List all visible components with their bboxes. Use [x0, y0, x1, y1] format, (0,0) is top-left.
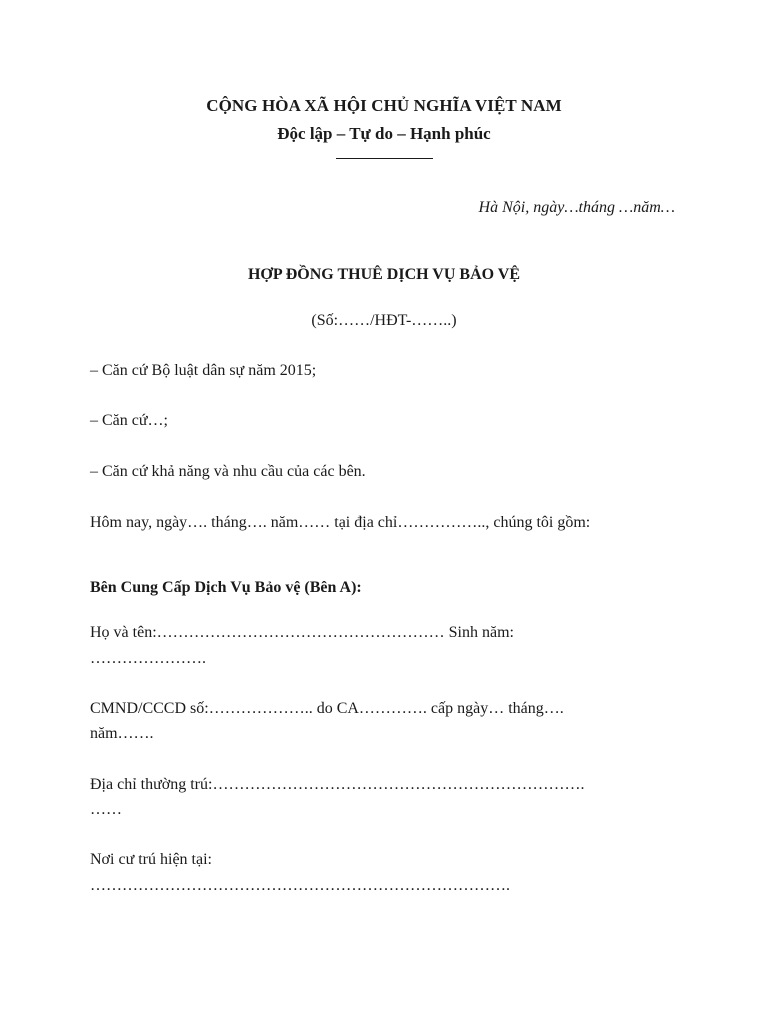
party-a-residence-label: Nơi cư trú hiện tại: — [90, 851, 212, 868]
party-a-address-cont-line: …… — [90, 801, 122, 818]
national-title: CỘNG HÒA XÃ HỘI CHỦ NGHĨA VIỆT NAM — [206, 96, 562, 115]
intro-line: Hôm nay, ngày…. tháng…. năm…… tại địa chỉ…………….., chúng tôi gồm: — [90, 514, 591, 531]
legal-basis-2: – Căn cứ…; — [90, 412, 168, 429]
party-a-birth-year-line: …………………. — [90, 650, 206, 667]
header-divider — [336, 158, 433, 159]
legal-basis-1: – Căn cứ Bộ luật dân sự năm 2015; — [90, 362, 317, 379]
contract-number: (Số:……/HĐT-……..) — [311, 312, 457, 329]
national-motto: Độc lập – Tự do – Hạnh phúc — [277, 124, 491, 143]
party-a-heading: Bên Cung Cấp Dịch Vụ Bảo vệ (Bên A): — [90, 579, 362, 596]
contract-title: HỢP ĐỒNG THUÊ DỊCH VỤ BẢO VỆ — [247, 266, 521, 283]
party-a-address-line: Địa chỉ thường trú:……………………………………………………………. — [90, 776, 585, 793]
party-a-id-line: CMND/CCCD số:……………….. do CA…………. cấp ngày… tháng…. — [90, 700, 564, 717]
party-a-id-year-line: năm……. — [90, 725, 154, 742]
legal-basis-3: – Căn cứ khả năng và nhu cầu của các bên. — [90, 463, 366, 480]
party-a-residence-line: ……………………………………………………………………. — [90, 877, 510, 894]
date-place-line: Hà Nội, ngày…tháng …năm… — [478, 199, 675, 216]
party-a-name-line: Họ và tên:……………………………………………… Sinh năm: — [90, 624, 514, 641]
